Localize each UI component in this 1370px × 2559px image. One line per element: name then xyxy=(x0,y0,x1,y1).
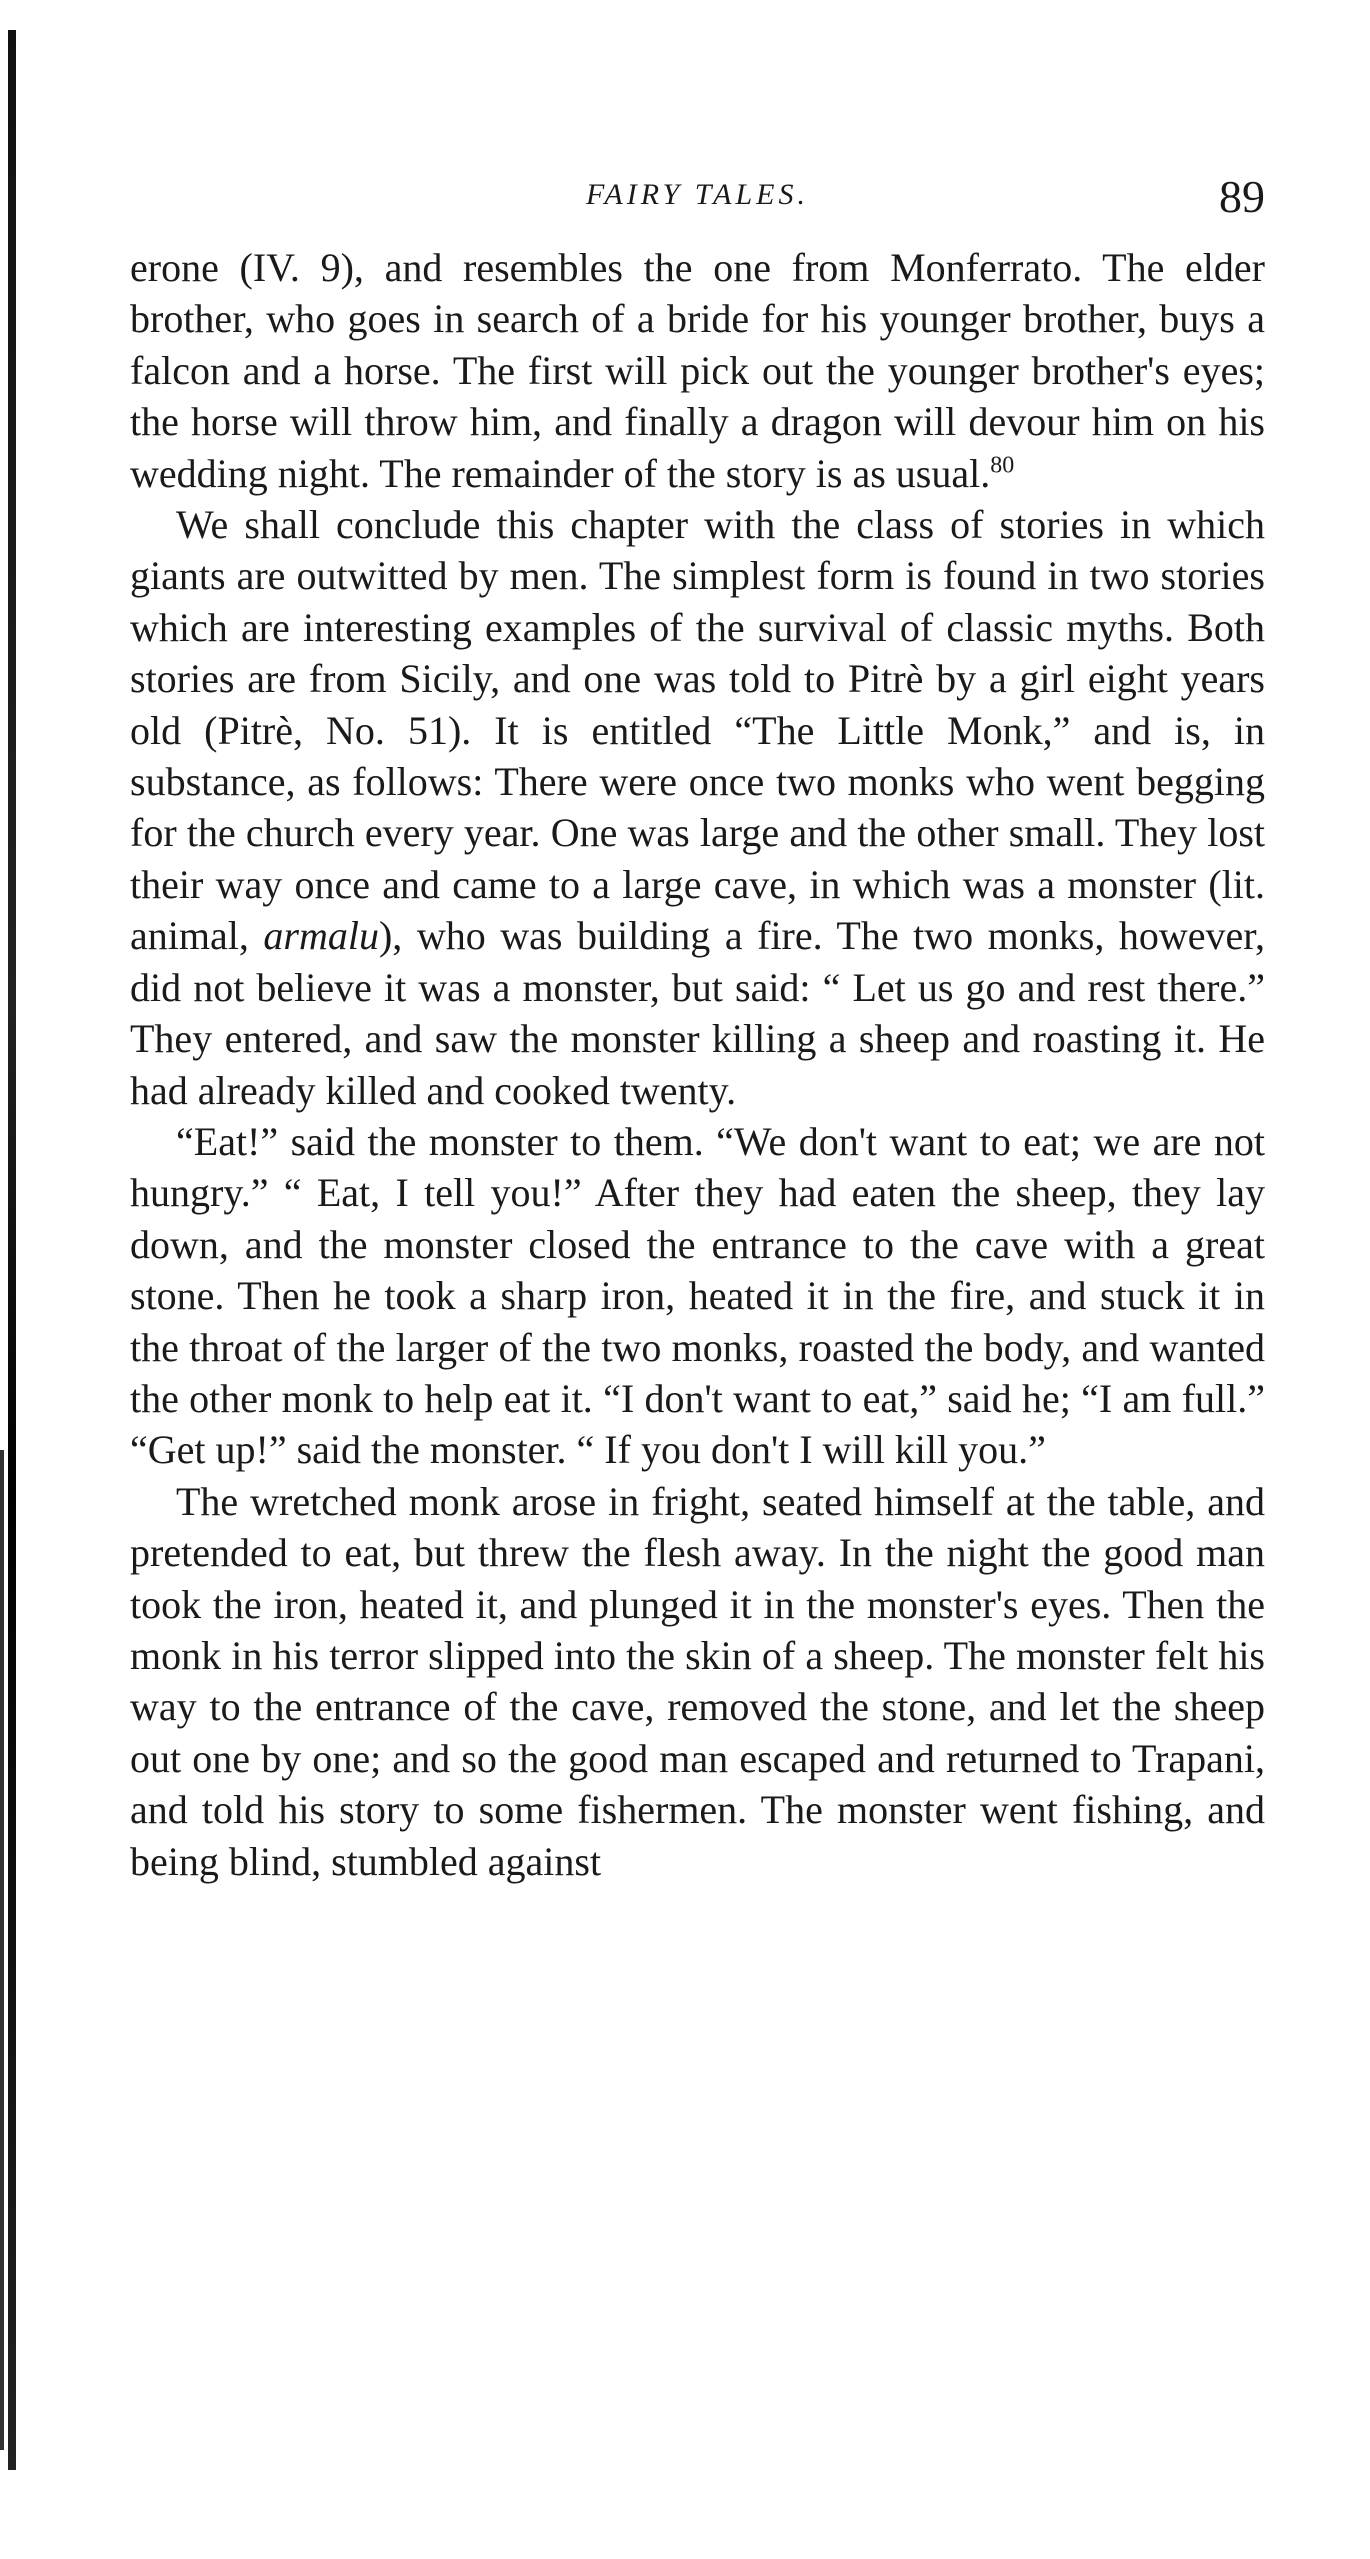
paragraph-1 xyxy=(130,242,1265,499)
page-binding-shadow xyxy=(0,1450,4,2450)
paragraph-4: The wretched monk arose in fright, seated himself at the table, and pretended to eat, but threw the flesh away. In the night the good man took the iron, heated it, and plunged it in the monster's eyes. Then the monk in his terror slipped into the skin of a sheep. The monster felt his way to the entrance of the cave, removed the stone, and let the sheep out one by one; and so the good man escaped and returned to Trapani, and told his story to some fishermen. The monster went fishing, and being blind, stumbled against xyxy=(130,1478,1265,1884)
page-number: 89 xyxy=(1219,171,1265,222)
paragraph-1-text: erone (IV. 9), and resembles the one from Monferrato. The elder brother, who goes in search of a bride for his younger brother, buys a falcon and a horse. The first will pick out the younger brother's eyes; the horse will throw him, and finally a dragon will devour him on his wedding night. The remainder of the story is as usual. xyxy=(130,245,1265,496)
italic-term: armalu xyxy=(263,913,379,959)
paragraph-2 xyxy=(130,499,1265,1116)
running-head xyxy=(130,170,1265,230)
page-binding-edge xyxy=(8,30,16,2470)
body-text xyxy=(130,242,1265,1887)
paragraph-3: “Eat!” said the monster to them. “We don't want to eat; we are not hungry.” “ Eat, I tell you!” After they had eaten the sheep, they lay down, and the monster closed the entrance to the cave with a great stone. Then he took a sharp iron, heated it in the fire, and stuck it in the throat of the larger of the two monks, roasted the body, and wanted the other monk to help eat it. “I don't want to eat,” said he; “I am full.” “Get up!” said the monster. “ If you don't I will kill you.” xyxy=(130,1118,1265,1473)
running-title: FAIRY TALES. xyxy=(585,178,810,211)
paragraph-2-text-after: ), who was building a fire. The two monks, however, did not believe it was a monster, but said: “ Let us go and rest there.” They entered, and saw the monster killing a sheep and roasting it. He had already killed and cooked twenty. xyxy=(130,913,1265,1113)
paragraph-2-text-before: We shall conclude this chapter with the class of stories in which giants are outwitted by men. The simplest form is found in two stories which are interesting examples of the survival of classic myths. Both stories are from Sicily, and one was told to Pitrè by a girl eight years old (Pitrè, No. 51). It is entitled “The Little Monk,” and is, in substance, as follows: There were once two monks who went begging for the church every year. One was large and the other small. They lost their way once and came to a large cave, in which was a monster (lit. animal, xyxy=(130,502,1265,959)
footnote-reference: 80 xyxy=(990,452,1015,479)
